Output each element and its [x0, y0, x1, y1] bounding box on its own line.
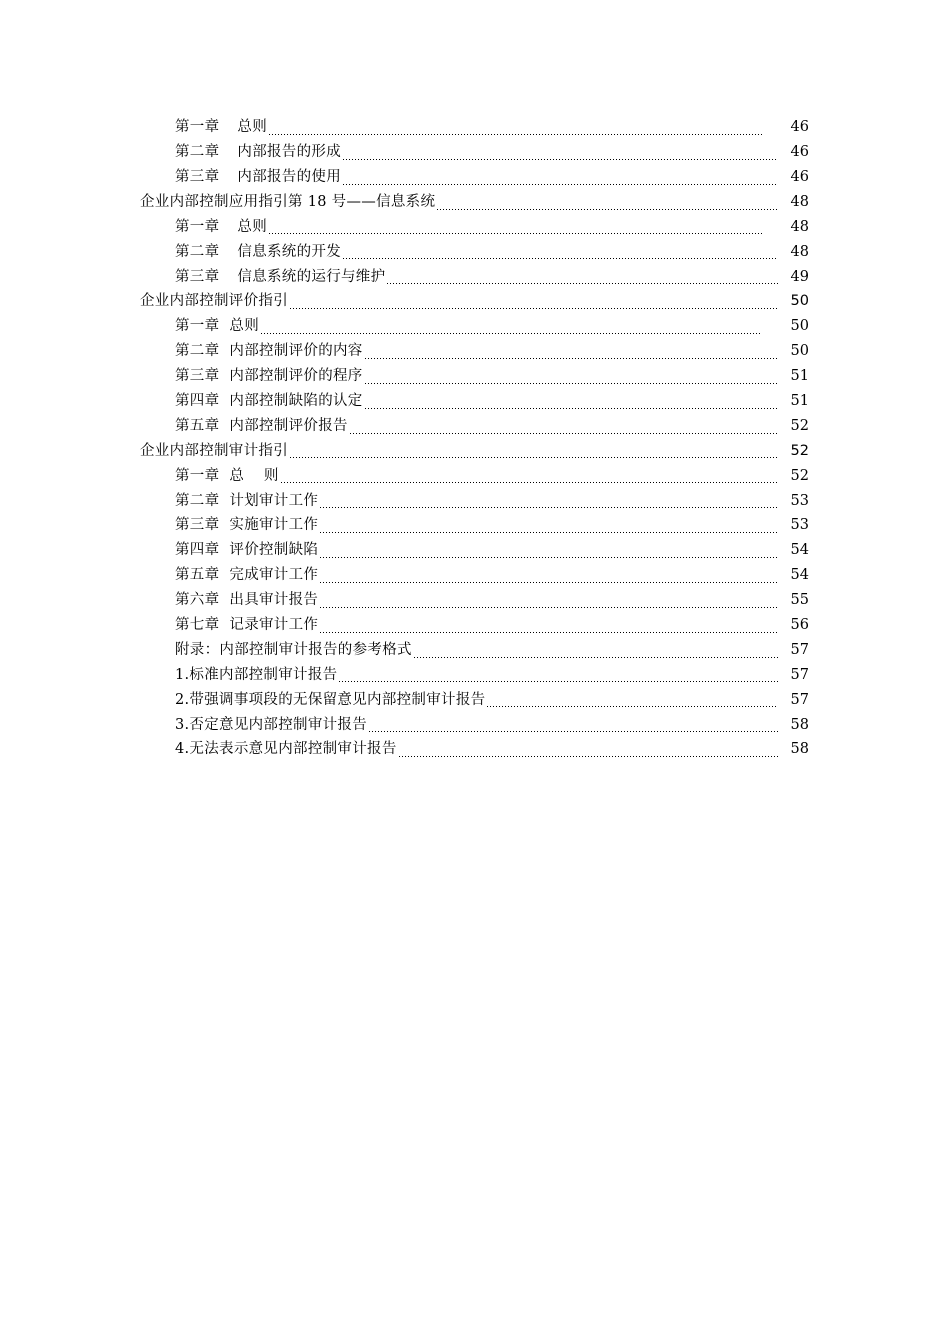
dot-leader	[436, 197, 778, 211]
toc-chapter-title: 出具审计报告	[229, 592, 319, 609]
toc-page-number: 53	[790, 517, 809, 534]
dot-leader	[368, 719, 778, 733]
toc-page-number: 49	[790, 268, 809, 285]
toc-chapter-title: 总则	[237, 119, 268, 136]
toc-chapter-title: 总 则	[229, 467, 279, 484]
table-of-contents	[0, 115, 950, 762]
toc-entry-title	[140, 195, 435, 210]
toc-entry-title	[175, 618, 318, 633]
toc-page-number: 54	[790, 567, 809, 584]
toc-chapter-number: 第六章	[175, 592, 220, 609]
toc-chapter-number: 第二章	[175, 144, 220, 161]
dot-leader	[319, 620, 778, 634]
toc-chapter-title: 企业内部控制应用指引第 18 号——信息系统	[140, 193, 436, 210]
toc-entry-title	[175, 419, 348, 434]
toc-entry-title	[175, 120, 267, 135]
toc-chapter-title: 企业内部控制评价指引	[140, 293, 288, 310]
toc-entry-title	[175, 718, 367, 733]
toc-chapter-number: 第三章	[175, 268, 220, 285]
dot-leader	[268, 122, 762, 136]
toc-chapter-number: 第二章	[175, 343, 220, 360]
toc-entry-title	[175, 344, 363, 359]
toc-entry-title	[175, 693, 485, 708]
toc-entry-title	[175, 643, 412, 658]
toc-entry-title	[175, 469, 279, 484]
toc-chapter-entry[interactable]	[0, 414, 950, 439]
dot-leader	[342, 172, 778, 186]
dot-leader	[364, 346, 778, 360]
dot-leader	[319, 520, 778, 534]
toc-page-number: 46	[790, 144, 809, 161]
toc-entry-title	[140, 294, 288, 309]
dot-leader	[319, 595, 778, 609]
toc-chapter-title: 4.无法表示意见内部控制审计报告	[175, 741, 397, 758]
toc-chapter-title: 内部报告的形成	[237, 144, 342, 161]
toc-chapter-number: 第五章	[175, 417, 220, 434]
toc-chapter-title: 3.否定意见内部控制审计报告	[175, 716, 368, 733]
toc-chapter-title: 总则	[237, 218, 268, 235]
dot-leader	[342, 147, 778, 161]
toc-chapter-title: 内部控制评价报告	[229, 417, 348, 434]
toc-page-number: 58	[790, 716, 809, 733]
toc-chapter-title: 内部控制评价的程序	[229, 368, 363, 385]
toc-chapter-number: 第五章	[175, 567, 220, 584]
dot-leader	[289, 445, 778, 459]
toc-chapter-title: 信息系统的运行与维护	[237, 268, 386, 285]
toc-chapter-title: 附录：内部控制审计报告的参考格式	[175, 641, 412, 658]
toc-chapter-title: 内部控制评价的内容	[229, 343, 363, 360]
toc-chapter-title: 1.标准内部控制审计报告	[175, 666, 338, 683]
toc-chapter-title: 内部控制缺陷的认定	[229, 392, 363, 409]
toc-chapter-title: 记录审计工作	[229, 617, 319, 633]
dot-leader	[268, 221, 762, 235]
toc-page-number: 48	[790, 193, 809, 210]
toc-entry-title	[175, 319, 259, 334]
toc-chapter-entry[interactable]	[0, 264, 950, 289]
toc-chapter-title: 企业内部控制审计指引	[140, 442, 288, 459]
toc-chapter-title: 内部报告的使用	[237, 168, 342, 185]
toc-page-number: 55	[790, 592, 809, 609]
toc-chapter-entry[interactable]	[0, 687, 950, 712]
toc-chapter-title: 完成审计工作	[229, 567, 319, 584]
toc-page-number: 48	[790, 218, 809, 235]
toc-page-number: 51	[790, 392, 809, 409]
toc-entry-title	[175, 518, 318, 533]
toc-chapter-number: 第二章	[175, 243, 220, 260]
toc-chapter-entry[interactable]	[0, 165, 950, 190]
dot-leader	[386, 271, 778, 285]
toc-chapter-title: 信息系统的开发	[237, 243, 342, 260]
toc-chapter-entry[interactable]	[0, 712, 950, 737]
toc-chapter-entry[interactable]	[0, 115, 950, 140]
toc-page-number: 57	[790, 691, 809, 708]
toc-entry-title	[175, 369, 363, 384]
toc-chapter-number: 第四章	[175, 392, 220, 409]
toc-chapter-entry[interactable]	[0, 588, 950, 613]
toc-entry-title	[175, 593, 318, 608]
dot-leader	[338, 669, 778, 683]
toc-chapter-entry[interactable]	[0, 613, 950, 638]
toc-chapter-number: 第一章	[175, 119, 220, 136]
toc-page-number: 50	[790, 343, 809, 360]
toc-chapter-entry[interactable]	[0, 538, 950, 563]
toc-page-number: 52	[790, 417, 809, 434]
toc-entry-title	[175, 270, 385, 285]
toc-entry-title	[175, 170, 341, 185]
toc-chapter-title: 总则	[229, 318, 260, 335]
dot-leader	[289, 296, 778, 310]
toc-page-number: 54	[790, 542, 809, 559]
dot-leader	[364, 396, 778, 410]
toc-entry-title	[175, 220, 267, 235]
toc-chapter-entry[interactable]	[0, 239, 950, 264]
toc-page-number: 53	[790, 492, 809, 509]
toc-page-number: 51	[790, 368, 809, 385]
toc-chapter-number: 第四章	[175, 542, 220, 559]
toc-chapter-number: 第三章	[175, 168, 220, 185]
toc-entry-title	[175, 543, 318, 558]
toc-chapter-title: 2.带强调事项段的无保留意见内部控制审计报告	[175, 691, 486, 708]
dot-leader	[398, 744, 778, 758]
toc-page-number: 46	[790, 119, 809, 136]
toc-page-number: 52	[790, 442, 809, 459]
toc-page-number: 52	[790, 467, 809, 484]
toc-chapter-number: 第二章	[175, 492, 220, 509]
toc-page-number: 46	[790, 168, 809, 185]
toc-chapter-entry[interactable]	[0, 314, 950, 339]
toc-entry-title	[175, 145, 341, 160]
toc-chapter-number: 第七章	[175, 617, 220, 633]
toc-page-number: 57	[790, 666, 809, 683]
dot-leader	[342, 246, 778, 260]
dot-leader	[319, 570, 778, 584]
toc-entry-title	[175, 742, 397, 757]
toc-entry-title	[175, 668, 337, 683]
toc-page-number: 57	[790, 641, 809, 658]
dot-leader	[413, 645, 778, 659]
toc-entry-title	[175, 245, 341, 260]
toc-page-number: 56	[790, 617, 809, 633]
toc-page-number: 50	[790, 318, 809, 335]
toc-chapter-number: 第一章	[175, 467, 220, 484]
toc-chapter-title: 计划审计工作	[229, 492, 319, 509]
toc-chapter-number: 第三章	[175, 517, 220, 534]
dot-leader	[364, 371, 778, 385]
toc-section-entry[interactable]	[0, 439, 950, 464]
toc-chapter-entry[interactable]	[0, 488, 950, 513]
dot-leader	[349, 421, 778, 435]
toc-chapter-title: 实施审计工作	[229, 517, 319, 534]
toc-entry-title	[175, 568, 318, 583]
toc-chapter-number: 第三章	[175, 368, 220, 385]
toc-chapter-number: 第一章	[175, 218, 220, 235]
toc-chapter-entry[interactable]	[0, 215, 950, 240]
toc-section-entry[interactable]	[0, 190, 950, 215]
toc-chapter-entry[interactable]	[0, 663, 950, 688]
dot-leader	[280, 470, 778, 484]
toc-entry-title	[175, 394, 363, 409]
toc-chapter-entry[interactable]	[0, 389, 950, 414]
toc-entry-title	[140, 444, 288, 459]
toc-chapter-entry[interactable]	[0, 638, 950, 663]
toc-page-number: 50	[790, 293, 809, 310]
toc-chapter-entry[interactable]	[0, 140, 950, 165]
toc-page-number: 48	[790, 243, 809, 260]
dot-leader	[486, 694, 778, 708]
toc-chapter-title: 评价控制缺陷	[229, 542, 319, 559]
toc-chapter-entry[interactable]	[0, 364, 950, 389]
toc-chapter-entry[interactable]	[0, 563, 950, 588]
toc-chapter-entry[interactable]	[0, 463, 950, 488]
toc-chapter-entry[interactable]	[0, 339, 950, 364]
toc-entry-title	[175, 494, 318, 509]
dot-leader	[319, 495, 778, 509]
dot-leader	[260, 321, 762, 335]
toc-section-entry[interactable]	[0, 289, 950, 314]
dot-leader	[319, 545, 778, 559]
toc-chapter-number: 第一章	[175, 318, 220, 335]
toc-chapter-entry[interactable]	[0, 513, 950, 538]
toc-page-number: 58	[790, 741, 809, 758]
toc-chapter-entry[interactable]	[0, 737, 950, 762]
